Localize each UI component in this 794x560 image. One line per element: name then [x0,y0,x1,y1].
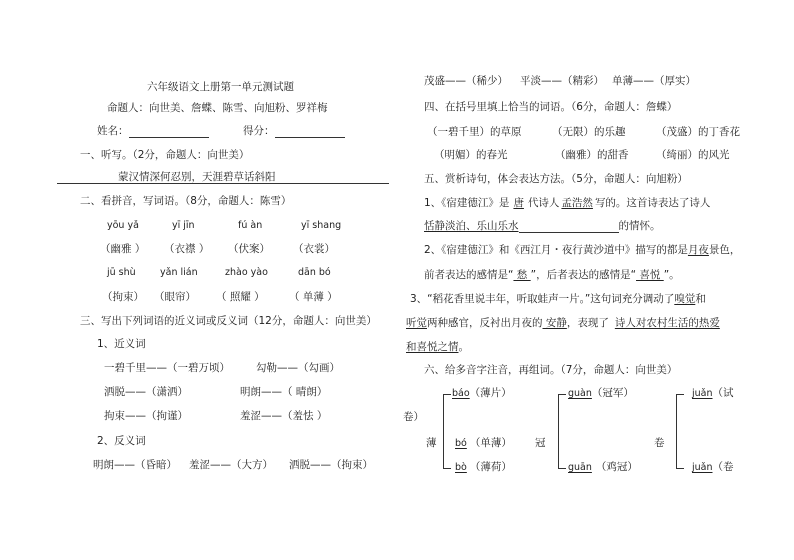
pinyin-6: yǎn lián [160,267,198,278]
authors-line: 命题人：向世美、詹蝶、陈雪、向旭粉、罗祥梅 [107,102,328,114]
q3-text-c: 两种感官，反衬出月夜的 [427,317,543,329]
pinyin-3: fú àn [238,220,263,231]
q1-feeling: 恬静淡泊、乐山乐水 [424,220,519,232]
q3-text-e: 。 [458,341,469,353]
bao-bracket-bottom [443,468,451,469]
guan-char: 冠 [535,437,546,449]
bao-bracket-top [443,394,451,395]
synonym-3: 洒脱——（潇洒） [104,386,188,398]
q2-text-e: ”。 [663,269,680,281]
section-4-heading: 四、在括号里填上恰当的词语。（6分，命题人：詹蝶） [424,101,678,113]
guan-2 [564,460,638,475]
q1-text-a: 1、《宿建德江》是 [424,197,510,209]
answer-6: （眼帘） [154,291,196,303]
q2-text-a: 2、《宿建德江》和《西江月・夜行黄沙道中》描写的都是 [424,244,688,256]
section-1-heading: 一、听写。（2分，命题人：向世美） [80,149,250,161]
juan-bracket [676,394,677,468]
q1-feeling-blank [519,221,619,233]
antonym-4: 茂盛——（稀少） [424,75,508,87]
answer-2: （衣襟 ） [164,243,210,255]
pinyin-2: yī jīn [172,220,195,231]
juan-2-pinyin: juǎn [692,462,713,473]
bao-2-word: （单薄） [469,437,512,449]
guan-1-word: （冠军） [591,387,634,399]
guan-bracket [558,394,559,468]
juan-bracket-top [676,394,684,395]
pinyin-8: dān bó [298,267,331,278]
synonym-4: 明朗——（ 晴朗） [240,386,328,398]
score-field[interactable] [243,124,345,138]
q1-text-b: 代诗人 [527,197,560,209]
q2-feeling-2: 喜悦 [636,269,664,281]
bao-char: 薄 [426,437,437,449]
q3-text-d: ，表现了 [566,317,609,329]
antonym-3: 洒脱——（拘束） [289,459,373,471]
synonym-1: 一碧千里——（一碧万顷） [104,362,230,374]
synonym-5: 拘束——（拘谨） [104,410,188,422]
q1-text-d: 的情怀。 [618,220,661,232]
q2-feeling-1: 愁 [513,269,531,281]
question-2-line-1 [424,243,740,257]
pinyin-5: jū shù [107,267,136,278]
q3-sense-2: 听觉 [406,317,427,329]
question-1-line-2 [406,219,661,233]
name-field[interactable] [97,124,209,138]
guan-1-pinyin: guàn [568,388,592,399]
answer-7: （ 照耀 ） [216,291,265,303]
question-1-line-1 [424,196,710,210]
synonym-6: 羞涩——（羞怯 ） [240,410,328,422]
answer-5: （拘束） [102,291,144,303]
section-3-heading: 三、写出下列词语的近义词或反义词（12分，命题人：向世美） [80,315,377,327]
question-2-line-2 [424,268,680,282]
bao-bracket [443,394,444,468]
synonym-title: 1、近义词 [97,338,146,350]
bao-1 [452,386,512,401]
q3-sense-1: 嗅觉 [674,293,696,305]
section-2-heading: 二、看拼音，写词语。（8分，命题人：陈雪） [80,195,292,207]
section-6-heading: 六、给多音字注音，再组词。（7分，命题人：向世美） [424,364,678,376]
antonym-2: 羞涩——（大方） [189,459,273,471]
juan-1-tail: 卷） [403,411,424,423]
guan-1 [568,386,634,401]
q2-text-d: ”，后者表达的感情是“ [530,269,637,281]
juan-2 [692,460,734,475]
synonym-2: 勾勒——（勾画） [256,362,340,374]
bao-2-pinyin: bó [455,438,467,449]
q2-text-c: 前者表达的感情是“ [424,269,514,281]
antonym-title: 2、反义词 [97,435,146,447]
question-3-line-1 [410,292,706,306]
section-1-answer-line [57,183,389,184]
q3-text-a: 3、“稻花香里说丰年，听取蛙声一片。”这句词充分调动了 [410,293,675,305]
section-5-heading: 五、赏析诗句，体会表达方法。（5分，命题人：向旭粉） [424,173,688,185]
juan-1 [692,386,734,401]
antonym-5: 平淡——（精彩） [520,75,604,87]
score-blank[interactable] [275,126,345,138]
answer-3: （伏案） [228,243,270,255]
antonym-6: 单薄——（厚实） [612,75,696,87]
fill-5: （幽雅）的甜香 [555,149,629,161]
q2-text-b: 景色， [708,244,741,256]
fill-3: （茂盛）的丁香花 [656,126,740,138]
guan-bracket-top [558,394,566,395]
bao-3-pinyin: bò [455,462,467,473]
bao-1-pinyin: báo [452,388,470,399]
answer-4: （衣裳） [293,243,335,255]
bao-3 [452,460,512,475]
juan-bracket-bottom [676,468,684,469]
guan-2-pinyin: guān [568,462,592,473]
answer-1: （幽雅 ） [100,243,146,255]
name-blank[interactable] [129,126,209,138]
pinyin-7: zhào yào [225,267,268,278]
fill-1: （一碧千里）的草原 [427,126,522,138]
juan-2-word: （卷 [712,461,734,473]
q2-scene: 月夜 [687,244,709,256]
answer-8: （ 单薄 ） [289,291,338,303]
question-3-line-2 [406,316,720,330]
bao-3-word: （薄荷） [469,461,512,473]
q3-feeling-2: 和喜悦之情 [406,341,459,353]
q1-dynasty: 唐 [513,197,524,209]
guan-2-word: （鸡冠） [595,461,638,473]
bao-2 [452,436,512,451]
juan-char: 卷 [654,437,665,449]
q1-poet: 孟浩然 [561,197,593,209]
q3-mood: 安静 [542,317,567,329]
bao-1-word: （薄片） [469,387,512,399]
q3-text-b: 和 [695,293,706,305]
pinyin-4: yī shang [301,220,342,231]
section-1-answer: 蒙汉情深何忍别，天涯碧草话斜阳 [118,171,276,183]
score-label: 得分： [243,125,275,137]
fill-4: （明媚）的春光 [434,149,508,161]
question-3-line-3 [406,340,469,354]
juan-1-word: （试 [712,387,734,399]
fill-6: （绮丽）的风光 [656,149,730,161]
antonym-1: 明朗——（昏暗） [93,459,177,471]
q1-text-c: 写的。这首诗表达了诗人 [594,197,711,209]
juan-1-pinyin: juǎn [692,388,713,399]
pinyin-1: yōu yǎ [107,220,139,231]
fill-2: （无限）的乐趣 [552,126,626,138]
q3-feeling-1: 诗人对农村生活的热爱 [614,317,720,329]
page-title: 六年级语文上册第一单元测试题 [147,81,294,93]
name-label: 姓名： [97,125,129,137]
